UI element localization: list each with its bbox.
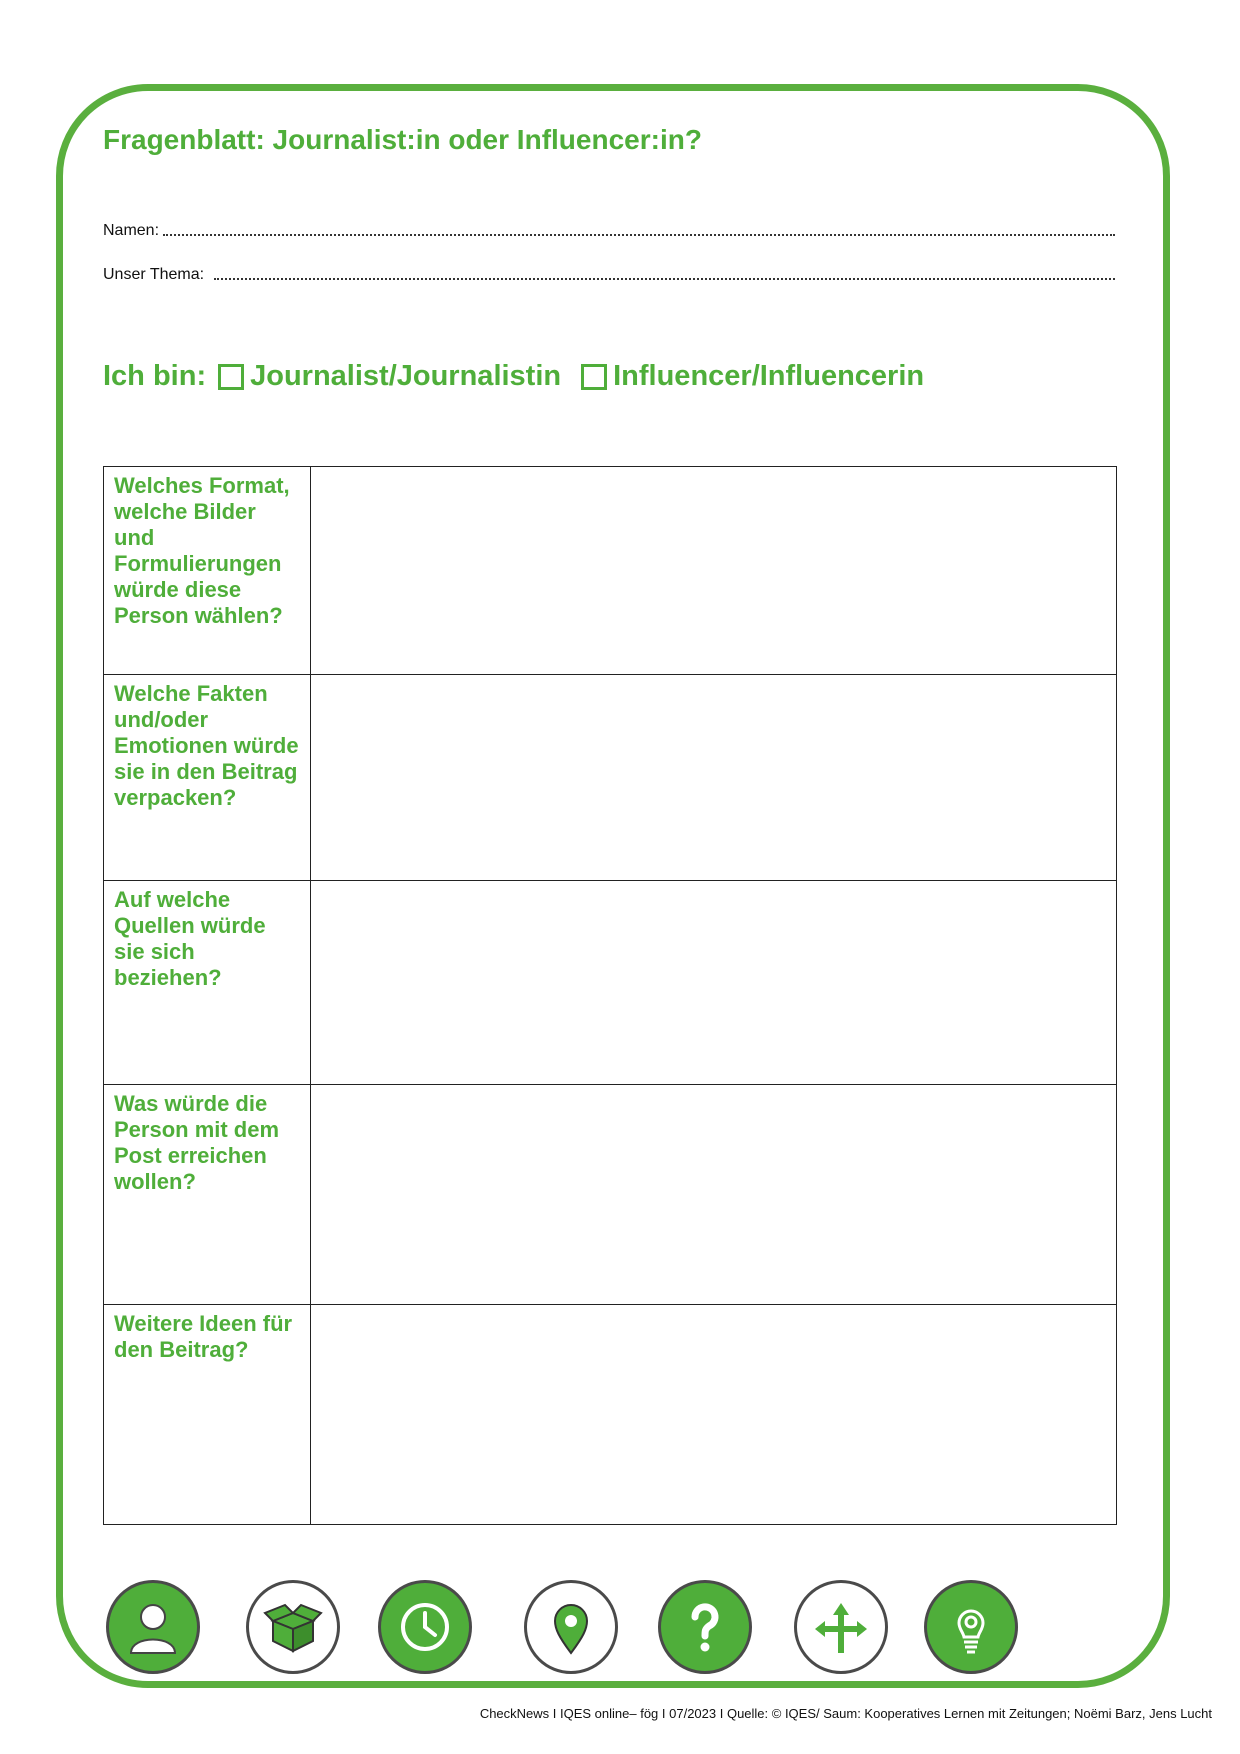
question-cell: Was würde die Person mit dem Post erreichen wollen? bbox=[104, 1085, 311, 1305]
table-row bbox=[104, 1085, 1117, 1305]
question-table bbox=[103, 466, 1117, 1525]
question-cell: Welche Fakten und/oder Emotionen würde sie in den Beitrag verpacken? bbox=[104, 675, 311, 881]
names-label: Namen: bbox=[103, 222, 160, 239]
table-row bbox=[104, 675, 1117, 881]
role-option-influencer[interactable] bbox=[581, 360, 924, 393]
answer-cell[interactable] bbox=[311, 1305, 1117, 1525]
role-option-journalist[interactable] bbox=[218, 360, 561, 393]
thema-label: Unser Thema: bbox=[103, 266, 205, 283]
thema-dotted-line[interactable] bbox=[214, 278, 1115, 280]
answer-cell[interactable] bbox=[311, 467, 1117, 675]
page-title: Fragenblatt: Journalist:in oder Influencer:in? bbox=[103, 124, 702, 155]
question-cell: Weitere Ideen für den Beitrag? bbox=[104, 1305, 311, 1525]
influencer-checkbox[interactable] bbox=[581, 364, 607, 390]
box-icon bbox=[246, 1580, 340, 1674]
role-selection bbox=[103, 360, 944, 393]
influencer-label: Influencer/Influencerin bbox=[613, 360, 925, 392]
arrows-directions-icon bbox=[794, 1580, 888, 1674]
question-mark-icon bbox=[658, 1580, 752, 1674]
person-icon bbox=[106, 1580, 200, 1674]
question-cell: Auf welche Quellen würde sie sich beziehen? bbox=[104, 881, 311, 1085]
journalist-label: Journalist/Journalistin bbox=[250, 360, 562, 392]
footer-credit: CheckNews I IQES online– fög I 07/2023 I Quelle: © IQES/ Saum: Kooperatives Lernen mit Zeitungen; Noëmi Barz, Jens Lucht bbox=[479, 1706, 1212, 1721]
role-label: Ich bin: bbox=[103, 360, 207, 392]
answer-cell[interactable] bbox=[311, 881, 1117, 1085]
table-row bbox=[104, 881, 1117, 1085]
names-dotted-line[interactable] bbox=[163, 234, 1115, 236]
answer-cell[interactable] bbox=[311, 1085, 1117, 1305]
question-cell: Welches Format, welche Bilder und Formulierungen würde diese Person wählen? bbox=[104, 467, 311, 675]
answer-cell[interactable] bbox=[311, 675, 1117, 881]
icon-bar bbox=[106, 1580, 1126, 1684]
table-row bbox=[104, 1305, 1117, 1525]
journalist-checkbox[interactable] bbox=[218, 364, 244, 390]
names-field[interactable] bbox=[103, 222, 1115, 240]
location-pin-icon bbox=[524, 1580, 618, 1674]
clock-icon bbox=[378, 1580, 472, 1674]
thema-field[interactable] bbox=[103, 266, 1115, 284]
lightbulb-gear-icon bbox=[924, 1580, 1018, 1674]
table-row bbox=[104, 467, 1117, 675]
